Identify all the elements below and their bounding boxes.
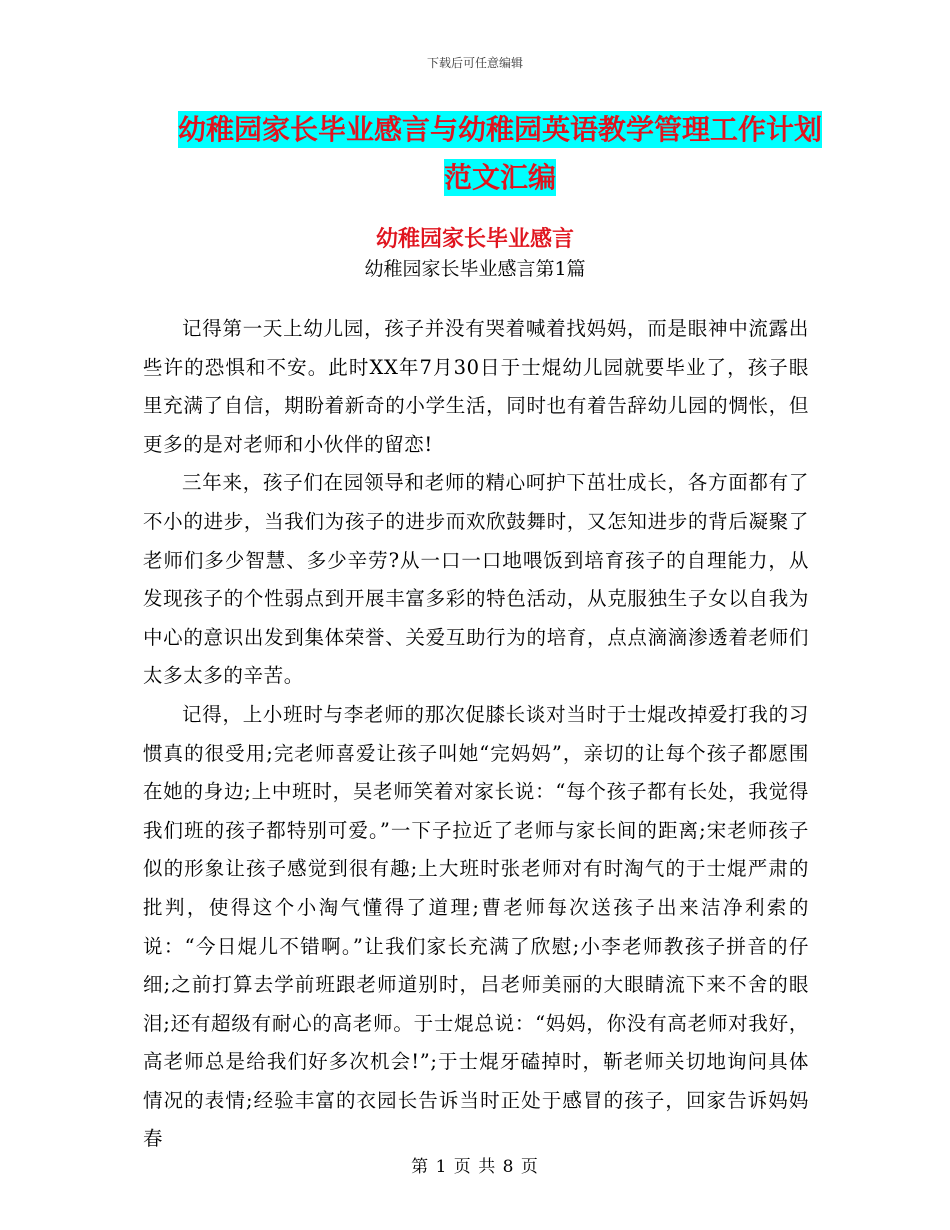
section-title: 幼稚园家长毕业感言 bbox=[375, 226, 574, 252]
section-subtitle: 幼稚园家长毕业感言第1篇 bbox=[364, 258, 586, 280]
paragraph: 记得，上小班时与李老师的那次促膝长谈对当时于士焜改掉爱打我的习惯真的很受用;完老师喜爱让孩子叫她“完妈妈”，亲切的让每个孩子都愿围在她的身边;上中班时，吴老师笑着对家长说：“每个孩子都有长处，我觉得我们班的孩子都特别可爱。”一下子拉近了老师与家长间的距离;宋老师孩子似的形象让孩子感觉到很有趣;上大班时张老师对有时淘气的于士焜严肃的批判，使得这个小淘气懂得了道理;曹老师每次送孩子出来洁净利索的说：“今日焜儿不错啊。”让我们家长充满了欣慰;小李老师教孩子拼音的仔细;之前打算去学前班跟老师道别时，吕老师美丽的大眼睛流下来不舍的眼泪;还有超级有耐心的高老师。于士焜总说：“妈妈，你没有高老师对我好，高老师总是给我们好多次机会!”;于士焜牙磕掉时，靳老师关切地询问具体情况的表情;经验丰富的衣园长告诉当时正处于感冒的孩子，回家告诉妈妈春 bbox=[143, 702, 809, 1151]
body-text bbox=[143, 310, 809, 1159]
document-title bbox=[150, 106, 850, 202]
page-footer: 第 1 页 共 8 页 bbox=[411, 1157, 539, 1177]
paragraph: 三年来，孩子们在园领导和老师的精心呵护下茁壮成长，各方面都有了不小的进步，当我们为孩子的进步而欢欣鼓舞时，又怎知进步的背后凝聚了老师们多少智慧、多少辛劳?从一口一口地喂饭到培育孩子的自理能力，从发现孩子的个性弱点到开展丰富多彩的特色活动，从克服独生子女以自我为中心的意识出发到集体荣誉、关爱互助行为的培育，点点滴滴渗透着老师们太多太多的辛苦。 bbox=[143, 471, 809, 688]
paragraph: 记得第一天上幼儿园，孩子并没有哭着喊着找妈妈，而是眼神中流露出些许的恐惧和不安。此时XX年7月30日于士焜幼儿园就要毕业了，孩子眼里充满了自信，期盼着新奇的小学生活，同时也有着告辞幼儿园的惆怅，但更多的是对老师和小伙伴的留恋! bbox=[143, 317, 809, 456]
document-title-line2: 范文汇编 bbox=[443, 161, 556, 194]
header-note: 下载后可任意编辑 bbox=[426, 56, 523, 70]
document-title-line1: 幼稚园家长毕业感言与幼稚园英语教学管理工作计划 bbox=[177, 113, 822, 146]
